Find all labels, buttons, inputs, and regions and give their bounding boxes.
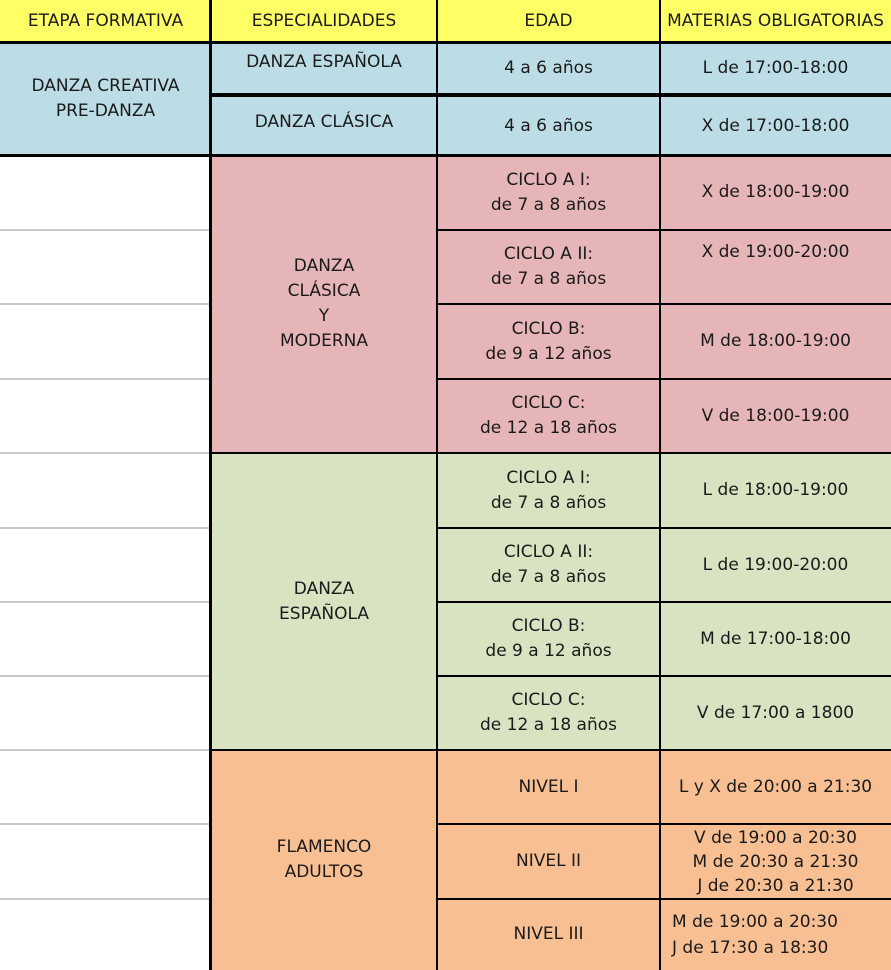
- materias-cell: L de 19:00-20:00: [660, 528, 891, 602]
- border: [437, 378, 891, 380]
- materias-line: J de 17:30 a 18:30: [672, 937, 829, 958]
- edad-line: CICLO C:: [511, 393, 586, 413]
- edad-cell: [437, 453, 660, 528]
- header-edad: EDAD: [437, 0, 660, 42]
- materias-cell: L y X de 20:00 a 21:30: [660, 750, 891, 824]
- especialidad-line: MODERNA: [279, 331, 369, 351]
- edad-line: de 12 a 18 años: [480, 715, 617, 735]
- especialidad-espanola-pre: DANZA ESPAÑOLA: [211, 42, 437, 94]
- gridline: [0, 749, 210, 751]
- border: [437, 823, 891, 825]
- edad-line: CICLO C:: [511, 690, 586, 710]
- materias-cell: V de 18:00-19:00: [660, 379, 891, 453]
- edad-cell: NIVEL III: [437, 899, 660, 970]
- especialidad-line: FLAMENCO: [276, 837, 372, 857]
- materias-line: V de 19:00 a 20:30: [694, 827, 857, 848]
- edad-cell: [437, 528, 660, 602]
- etapa-line: DANZA CREATIVA: [31, 75, 180, 96]
- gridline: [0, 527, 210, 529]
- gridline: [0, 898, 210, 900]
- border: [211, 93, 891, 97]
- edad-line: de 7 a 8 años: [490, 567, 607, 587]
- gridline: [0, 452, 210, 454]
- especialidad-espanola: [211, 453, 437, 750]
- especialidad-flamenco-adultos: [211, 750, 437, 970]
- gridline: [0, 229, 210, 231]
- especialidad-clasica-moderna: [211, 155, 437, 453]
- edad-cell: [437, 602, 660, 676]
- edad-line: CICLO A I:: [506, 169, 591, 190]
- border: [437, 601, 891, 603]
- border: [659, 0, 661, 970]
- header-etapa: ETAPA FORMATIVA: [0, 0, 211, 42]
- border: [211, 749, 891, 751]
- border: [437, 898, 891, 900]
- edad-cell: [437, 155, 660, 230]
- edad-cell: [437, 379, 660, 453]
- edad-cell: 4 a 6 años: [437, 97, 660, 155]
- materias-cell: M de 17:00-18:00: [660, 602, 891, 676]
- edad-cell: NIVEL II: [437, 824, 660, 899]
- especialidad-clasica-pre: DANZA CLÁSICA: [211, 97, 437, 155]
- edad-cell: NIVEL I: [437, 750, 660, 824]
- edad-line: CICLO A II:: [503, 542, 594, 562]
- border: [211, 452, 891, 454]
- edad-line: de 7 a 8 años: [490, 492, 607, 513]
- materias-line: M de 19:00 a 20:30: [672, 911, 838, 932]
- border: [437, 303, 891, 305]
- edad-cell: [437, 230, 660, 304]
- especialidad-line: CLÁSICA: [287, 281, 361, 301]
- materias-cell: L de 18:00-19:00: [660, 453, 891, 528]
- gridline: [0, 823, 210, 825]
- border: [209, 155, 212, 970]
- gridline: [0, 303, 210, 305]
- edad-cell: 4 a 6 años: [437, 42, 660, 94]
- border: [437, 675, 891, 677]
- materias-cell: X de 18:00-19:00: [660, 155, 891, 230]
- materias-cell: X de 17:00-18:00: [660, 97, 891, 155]
- border: [0, 154, 891, 157]
- etapa-pre-danza: [0, 42, 211, 155]
- materias-line: M de 20:30 a 21:30: [692, 851, 859, 872]
- materias-line: J de 20:30 a 21:30: [697, 875, 854, 896]
- edad-line: de 9 a 12 años: [485, 343, 612, 364]
- materias-cell: [660, 899, 891, 970]
- especialidad-line: Y: [318, 306, 330, 326]
- materias-cell: V de 17:00 a 1800: [660, 676, 891, 750]
- border: [436, 0, 438, 970]
- border: [437, 527, 891, 529]
- edad-cell: [437, 676, 660, 750]
- edad-line: de 12 a 18 años: [480, 418, 617, 438]
- especialidad-line: ESPAÑOLA: [279, 603, 369, 624]
- gridline: [0, 675, 210, 677]
- edad-line: de 9 a 12 años: [485, 641, 612, 661]
- header-especialidades: ESPECIALIDADES: [211, 0, 437, 42]
- border: [0, 41, 891, 44]
- materias-cell: L de 17:00-18:00: [660, 42, 891, 94]
- edad-line: CICLO A II:: [503, 244, 594, 264]
- border: [437, 229, 891, 231]
- edad-line: CICLO A I:: [506, 467, 591, 488]
- border: [209, 0, 212, 155]
- edad-line: de 7 a 8 años: [490, 269, 607, 289]
- materias-cell: [660, 824, 891, 899]
- materias-cell: M de 18:00-19:00: [660, 304, 891, 379]
- materias-cell: X de 19:00-20:00: [660, 230, 891, 304]
- gridline: [0, 601, 210, 603]
- edad-line: CICLO B:: [511, 616, 586, 636]
- edad-line: CICLO B:: [511, 318, 586, 339]
- edad-cell: [437, 304, 660, 379]
- especialidad-line: DANZA: [293, 256, 355, 276]
- gridline: [0, 378, 210, 380]
- especialidad-line: ADULTOS: [284, 862, 364, 882]
- edad-line: de 7 a 8 años: [490, 194, 607, 215]
- etapa-line: PRE-DANZA: [55, 100, 156, 121]
- header-materias: MATERIAS OBLIGATORIAS: [660, 0, 891, 42]
- especialidad-line: DANZA: [293, 578, 355, 599]
